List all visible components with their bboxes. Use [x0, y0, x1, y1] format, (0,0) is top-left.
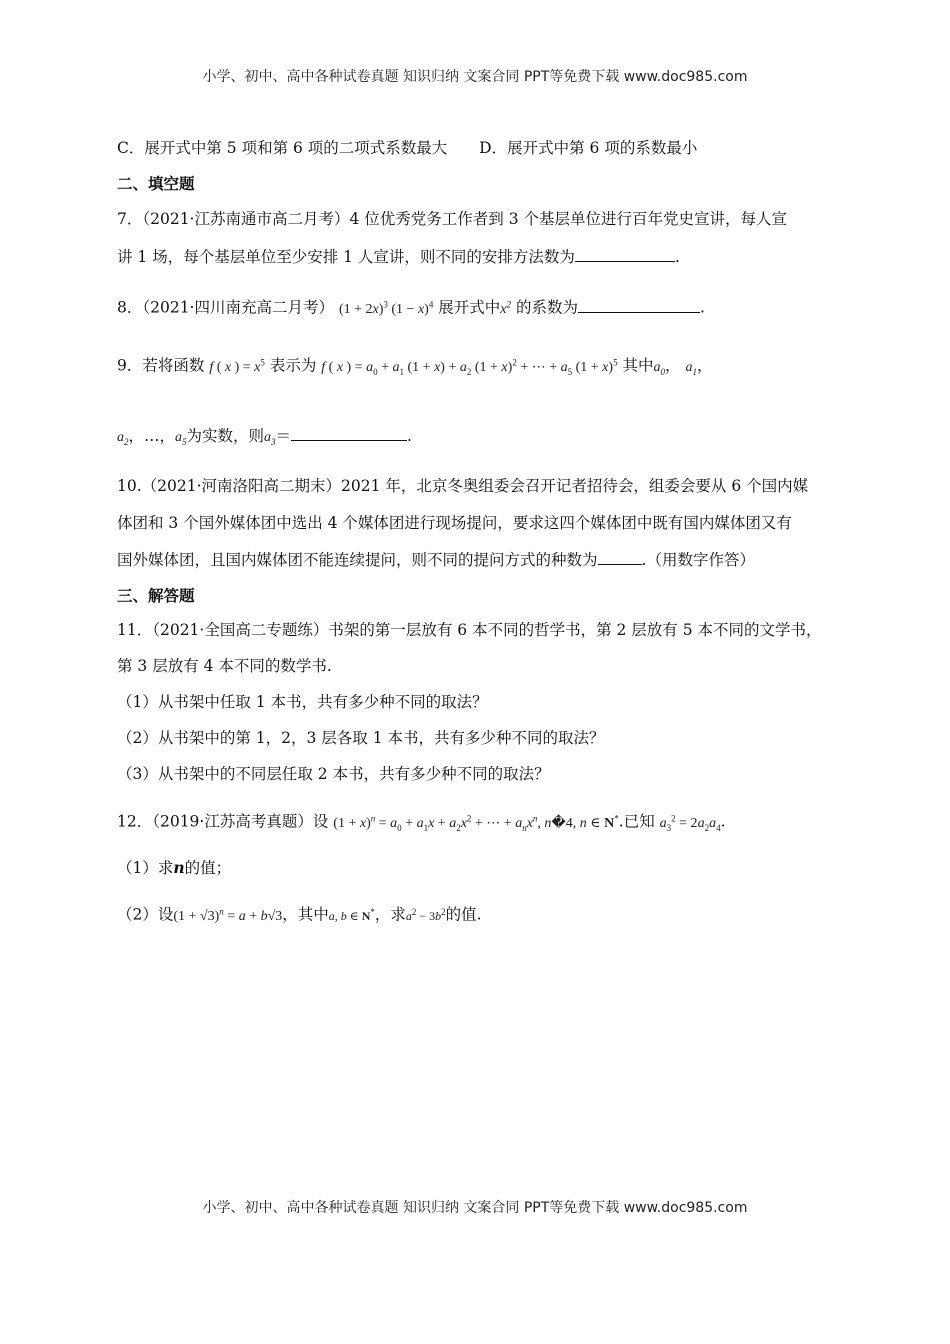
- q12-sub2-expr: $a^2 - 3b^2$: [405, 906, 446, 923]
- q12-prefix: 12．（2019·江苏高考真题）设: [117, 812, 329, 831]
- q9-comma: ，: [665, 356, 681, 375]
- q12-sub2-mid2: ，求: [374, 905, 406, 924]
- q9-answer-blank[interactable]: [291, 426, 407, 441]
- q9-comma2: ，: [696, 356, 713, 375]
- q9-a5: $a_5$: [175, 430, 187, 447]
- q10-line2: 体团和 3 个国外媒体团中选出 4 个媒体团进行现场提问，要求这四个媒体团中既有国内媒体团又有: [117, 514, 792, 532]
- q8-suffix: 的系数为: [515, 298, 578, 317]
- q7-answer-blank[interactable]: [575, 247, 675, 262]
- q12: [117, 806, 726, 839]
- option-d: D．展开式中第 6 项的系数最小: [479, 139, 698, 157]
- q10-line1: 10.（2021·河南洛阳高二期末）2021 年，北京冬奥组委会召开记者招待会，组委会要从 6 个国内媒: [117, 477, 809, 495]
- q12-end: .: [720, 812, 726, 831]
- q9-a3: $a_3$: [264, 430, 276, 447]
- q8-answer-blank[interactable]: [578, 298, 700, 313]
- q10-end: .（用数字作答）: [641, 551, 755, 569]
- q12-formula: $(1 + x)^n = a_0 + a_1x + a_2x^2$ + ⋯ + $a_nx^n$, n�4, n ∈ N*: [333, 813, 619, 833]
- q12-sub2-prefix: （2）设: [117, 905, 174, 924]
- q9-ellipsis: ，…，: [128, 427, 176, 445]
- q8: [117, 292, 705, 322]
- q7-text: 讲 1 场，每个基层单位至少安排 1 人宣讲，则不同的安排方法数为: [117, 248, 575, 266]
- q10-answer-blank[interactable]: [598, 550, 642, 565]
- q12-mid: .已知: [618, 812, 655, 831]
- q9-tail: 其中: [622, 356, 654, 375]
- page-header: 小学、初中、高中各种试卷真题 知识归纳 文案合同 PPT等免费下载 www.doc985.com: [202, 69, 748, 85]
- q12-sub1-var: n: [173, 858, 185, 877]
- section-fill-blank-title: 二、填空题: [117, 174, 195, 193]
- q8-end: .: [699, 298, 705, 317]
- q12-sub2-formula: $(1 + √3)^n = a + b√3$: [173, 906, 283, 924]
- q9-a0: $a_0$: [653, 359, 666, 377]
- q8-mid: 展开式中: [438, 298, 501, 317]
- q9-expansion: f ( x ) = $a_0 + a_1$ $(1 + x) + a_2$ $(1 + x)^2$ + ⋯ + $a_5$ $(1 + x)^5$: [321, 357, 618, 377]
- q9-a2: $a_2$: [117, 430, 129, 447]
- section-answer-title: 三、解答题: [117, 586, 195, 605]
- q12-sub1: [117, 856, 231, 880]
- q10-text: 国外媒体团，且国内媒体团不能连续提问，则不同的提问方式的种数为: [117, 551, 598, 569]
- q9-a1: $a_1$: [685, 359, 697, 377]
- q12-sub2-mid: ，其中: [282, 905, 329, 924]
- q12-sub1-suffix: 的值；: [184, 859, 232, 877]
- q9-function: f ( x ) = $x^5$: [209, 357, 265, 375]
- q9-line2-tail: 为实数，则: [186, 427, 265, 445]
- q8-formula: $(1 + 2x)^3$ $(1 - x)^4$: [338, 299, 434, 317]
- q9-eq: ＝: [275, 427, 292, 445]
- q12-sub2-set: a, b ∈ N*: [328, 906, 375, 923]
- q12-condition: $a_3^2 = 2a_2a_4$: [659, 813, 721, 833]
- q7-line2: [117, 245, 680, 269]
- q9-prefix: 9．若将函数: [117, 356, 205, 375]
- q12-sub1-prefix: （1）求: [117, 859, 174, 877]
- q10-line3: [117, 548, 755, 572]
- q8-term: $x^2$: [500, 299, 512, 317]
- option-c: C．展开式中第 5 项和第 6 项的二项式系数最大: [117, 139, 448, 157]
- q11-sub1: （1）从书架中任取 1 本书，共有多少种不同的取法？: [117, 693, 488, 711]
- q7-end: .: [674, 248, 680, 266]
- q11-line2: 第 3 层放有 4 本不同的数学书.: [117, 657, 332, 675]
- q12-sub2-suffix: 的值.: [445, 905, 482, 924]
- q11-line1: 11．（2021·全国高二专题练）书架的第一层放有 6 本不同的哲学书，第 2 层放有 5 本不同的文学书，: [117, 621, 822, 639]
- page-footer: 小学、初中、高中各种试卷真题 知识归纳 文案合同 PPT等免费下载 www.doc985.com: [202, 1200, 748, 1216]
- options-cd: [117, 136, 697, 160]
- q9-end: .: [407, 427, 412, 445]
- q9-line2: [117, 424, 412, 454]
- q11-sub3: （3）从书架中的不同层任取 2 本书，共有多少种不同的取法？: [117, 765, 550, 783]
- q9-mid: 表示为: [269, 356, 317, 375]
- q7-line1: 7．（2021·江苏南通市高二月考）4 位优秀党务工作者到 3 个基层单位进行百年党史宣讲，每人宣: [117, 210, 787, 228]
- q9-line1: [117, 350, 712, 383]
- q12-sub2: [117, 899, 482, 929]
- q11-sub2: （2）从书架中的第 1，2，3 层各取 1 本书，共有多少种不同的取法？: [117, 729, 605, 747]
- q8-prefix: 8．（2021·四川南充高二月考）: [117, 298, 334, 317]
